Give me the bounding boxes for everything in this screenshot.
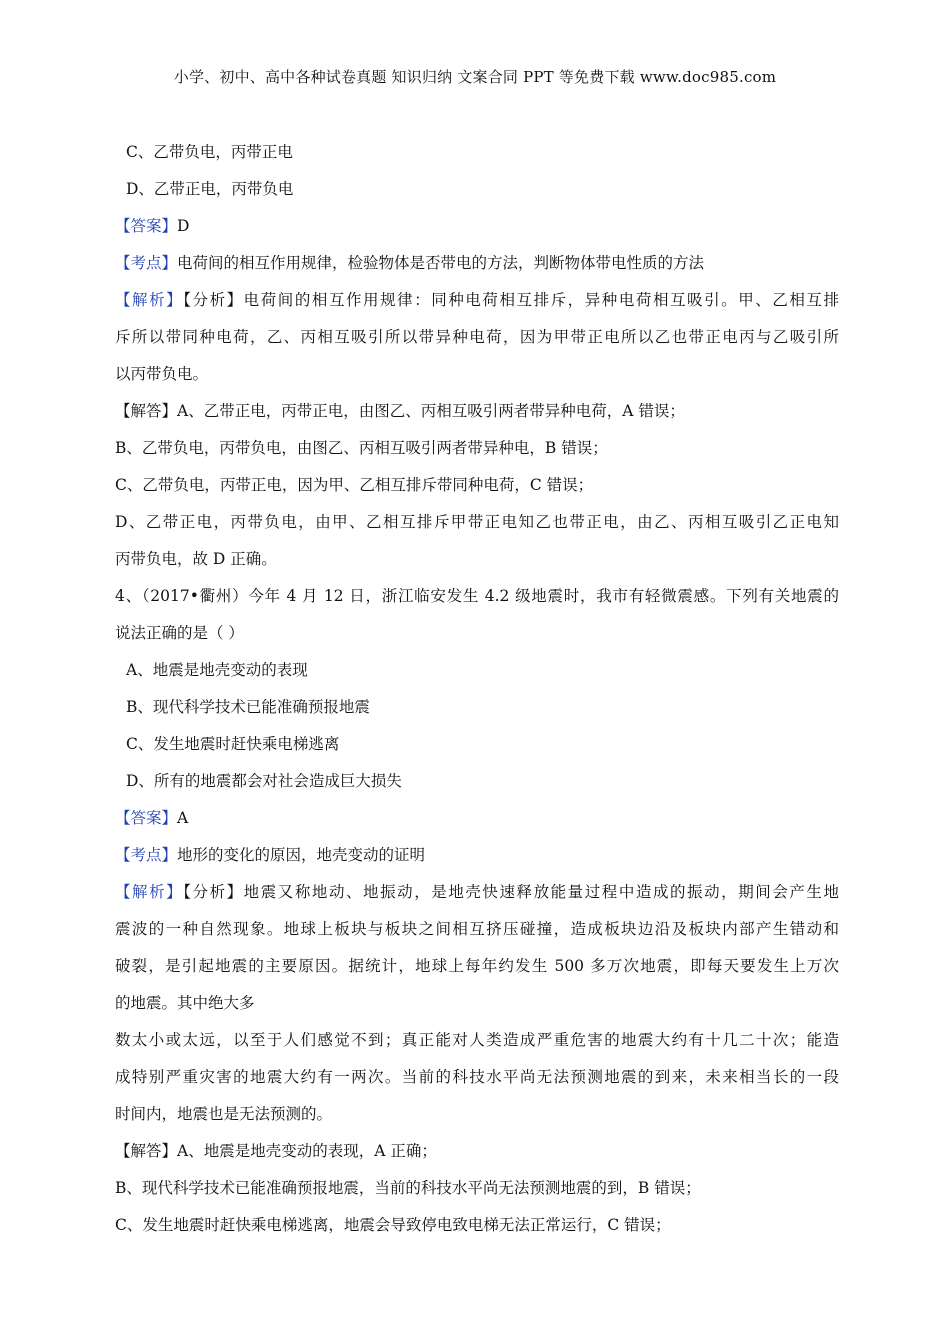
q3-answer-value: D [177,217,190,235]
page-header: 小学、初中、高中各种试卷真题 知识归纳 文案合同 PPT 等免费下载 www.doc985.com [173,68,777,86]
jiexi-tag: 【解析】 [115,883,184,901]
q4-analysis-line: 时间内，地震也是无法预测的。 [115,1105,333,1123]
q4-answer-value: A [177,809,189,827]
q4-solution-line: 【解答】A、地震是地壳变动的表现，A 正确； [115,1142,437,1160]
q4-analysis-line: 【解析】【分析】地震又称地动、地振动，是地壳快速释放能量过程中造成的振动，期间会产生地 [115,883,839,901]
q4-answer [115,800,839,837]
q3-solution-line: B、乙带负电，丙带负电，由图乙、丙相互吸引两者带异种电，B 错误； [115,439,608,457]
q4-analysis-line: 成特别严重灾害的地震大约有一两次。当前的科技水平尚无法预测地震的到来，未来相当长的一段 [115,1068,839,1086]
q3-solution-line: 丙带负电，故 D 正确。 [115,550,277,568]
q3-option-d: D、乙带正电，丙带负电 [126,180,294,198]
q4-analysis-line: 数太小或太远，以至于人们感觉不到；真正能对人类造成严重危害的地震大约有十几二十次；能造 [115,1031,839,1049]
q3-analysis-line: 【解析】【分析】电荷间的相互作用规律：同种电荷相互排斥，异种电荷相互吸引。甲、乙相互排 [115,291,839,309]
document-body [115,134,839,1244]
q4-option-d: D、所有的地震都会对社会造成巨大损失 [126,772,402,790]
q4-option-b: B、现代科学技术已能准确预报地震 [126,698,370,716]
q4-analysis-line: 震波的一种自然现象。地球上板块与板块之间相互挤压碰撞，造成板块边沿及板块内部产生错动和 [115,920,839,938]
kaodian-tag: 【考点】 [115,254,178,272]
q3-answer [115,208,839,245]
q3-solution-line: C、乙带负电，丙带正电，因为甲、乙相互排斥带同种电荷，C 错误； [115,476,594,494]
answer-tag: 【答案】 [115,809,178,827]
q4-solution-line: B、现代科学技术已能准确预报地震，当前的科技水平尚无法预测地震的到，B 错误； [115,1179,701,1197]
q3-analysis-line: 斥所以带同种电荷，乙、丙相互吸引所以带异种电荷，因为甲带正电所以乙也带正电丙与乙吸引所 [115,328,839,346]
q4-stem-line: 说法正确的是（ ） [115,624,244,642]
q4-kaodian [115,837,839,874]
q3-solution-line: 【解答】A、乙带正电，丙带正电，由图乙、丙相互吸引两者带异种电荷，A 错误； [115,402,685,420]
q4-analysis-line: 破裂，是引起地震的主要原因。据统计，地球上每年约发生 500 多万次地震，即每天要发生上万次 [115,957,839,975]
q3-analysis-line: 以丙带负电。 [115,365,209,383]
q3-kaodian [115,245,839,282]
q4-solution-line: C、发生地震时赶快乘电梯逃离，地震会导致停电致电梯无法正常运行，C 错误； [115,1216,671,1234]
q4-option-c: C、发生地震时赶快乘电梯逃离 [126,735,340,753]
answer-tag: 【答案】 [115,217,178,235]
q4-analysis-line: 的地震。其中绝大多 [115,994,255,1012]
q4-stem-line: 4、（2017•衢州）今年 4 月 12 日，浙江临安发生 4.2 级地震时，我市有轻微震感。下列有关地震的 [115,587,839,605]
q4-kaodian-text: 地形的变化的原因，地壳变动的证明 [177,846,426,864]
q4-option-a: A、地震是地壳变动的表现 [126,661,308,679]
q3-option-c: C、乙带负电，丙带正电 [126,143,293,161]
q3-kaodian-text: 电荷间的相互作用规律，检验物体是否带电的方法，判断物体带电性质的方法 [177,254,705,272]
q3-solution-line: D、乙带正电，丙带负电，由甲、乙相互排斥甲带正电知乙也带正电，由乙、丙相互吸引乙正电知 [115,513,839,531]
kaodian-tag: 【考点】 [115,846,178,864]
jiexi-tag: 【解析】 [115,291,184,309]
